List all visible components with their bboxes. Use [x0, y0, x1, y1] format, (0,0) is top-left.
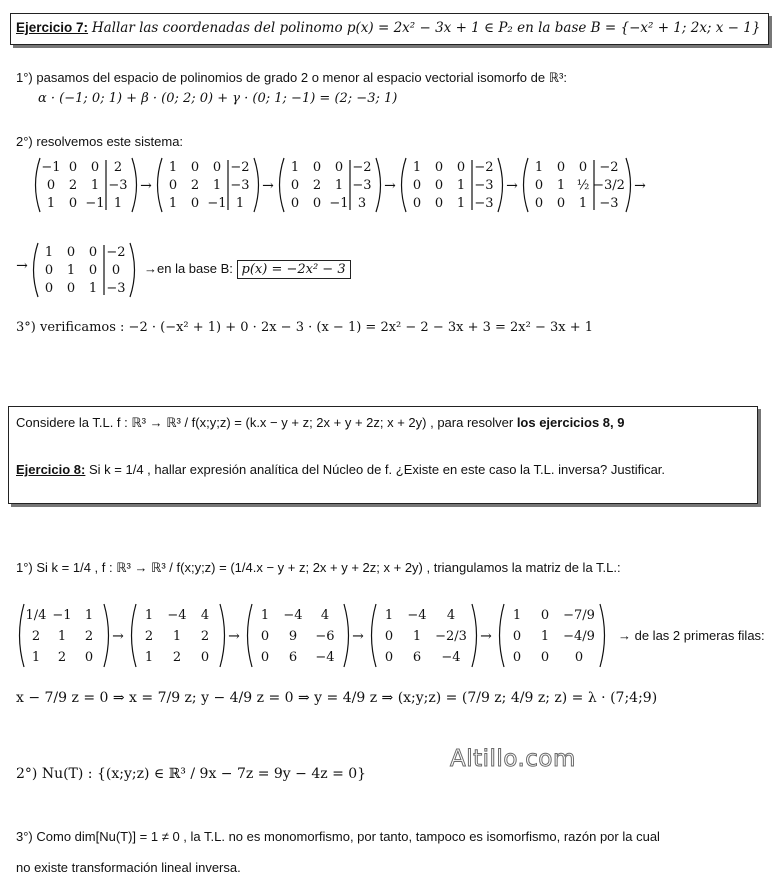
ex8-matrix-3-cell: 1	[260, 608, 270, 624]
ex7-matrix-5-cell: 0	[556, 159, 566, 175]
ex7-matrix-6-cell: 0	[88, 244, 98, 260]
watermark-logo: Altillo.com	[450, 746, 576, 772]
ex8-matrix-4-cell: −4	[407, 608, 427, 624]
ex7-matrix-3-arrow: →	[384, 178, 396, 194]
ex7-matrix-3-left-paren	[280, 158, 285, 212]
ex7-matrix-4-cell: 1	[456, 177, 466, 193]
ex7-lead-arrow: →	[16, 258, 28, 274]
ex7-matrix-1-cell: 1	[90, 177, 100, 193]
ex8-matrix-5-cell: 1	[512, 608, 522, 624]
ex7-matrix-3-cell: −1	[329, 195, 349, 211]
ex8-matrix-5-cell: 0	[540, 650, 550, 666]
ex7-matrix-4-cell: 0	[434, 195, 444, 211]
ex8-matrix-1-cell: 2	[84, 629, 94, 645]
ex8-matrix-2-left-paren	[132, 604, 137, 667]
ex7-matrix-5-left-paren	[524, 158, 529, 212]
base-b-result: p(x) = −2x² − 3	[237, 260, 351, 279]
ex8-matrix-5-right-paren	[600, 604, 605, 667]
ex7-matrix-6-cell: −2	[106, 244, 126, 260]
ex8-matrix-1-right-paren	[104, 604, 109, 667]
ex7-matrix-4-cell: 1	[412, 159, 422, 175]
ex8-matrix-4-cell: 0	[384, 650, 394, 666]
ex8-matrix-1-cell: 2	[57, 650, 67, 666]
ex7-matrix-6-cell: 0	[66, 280, 76, 296]
ex7-matrix-4-cell: −3	[474, 177, 494, 193]
ex8-matrix-3-right-paren	[344, 604, 349, 667]
ex8-matrix-1-cell: 1	[84, 608, 94, 624]
ex7-matrix-1-cell: −1	[85, 195, 105, 211]
ex7-matrix-1-cell: 0	[68, 195, 78, 211]
ex7-matrix-4-arrow: →	[506, 178, 518, 194]
ex8-matrix-2-cell: 4	[200, 608, 210, 624]
base-b-line	[144, 261, 351, 277]
ex7-matrix-1	[36, 158, 137, 212]
ex7-matrix-2	[158, 158, 259, 212]
ex7-matrix-3-cell: 1	[334, 177, 344, 193]
ex7-matrix-3	[280, 158, 381, 212]
sol-1-equation: x − 7/9 z = 0 ⇒ x = 7/9 z; y − 4/9 z = 0 ⇒ y = 4/9 z ⇒ (x;y;z) = (7/9 z; 4/9 z; z) = λ · (7;4;9)	[16, 690, 658, 706]
ex7-matrix-6-cell: 1	[44, 244, 54, 260]
ex8-matrix-5	[500, 604, 605, 667]
ex7-matrix-5-cell: 0	[556, 195, 566, 211]
ex7-matrix-1-cell: 2	[113, 159, 123, 175]
ex8-matrix-4-cell: 1	[384, 608, 394, 624]
ex8-matrix-1-cell: −1	[52, 608, 72, 624]
ex7-matrix-1-cell: 1	[46, 195, 56, 211]
ex8-matrix-1-cell: 1/4	[25, 608, 47, 624]
ex7-matrix-6-cell: 1	[88, 280, 98, 296]
ex7-matrix-6-left-paren	[34, 243, 39, 297]
ex8-matrix-5-left-paren	[500, 604, 505, 667]
ex8-matrix-3-cell: 0	[260, 629, 270, 645]
ex7-matrix-4-cell: −3	[474, 195, 494, 211]
ex7-matrix-5-arrow: →	[634, 178, 646, 194]
ex7-matrix-6-cell: −3	[106, 280, 126, 296]
ex8-matrix-5-cell: −7/9	[563, 608, 595, 624]
ex7-matrix-3-cell: 0	[290, 177, 300, 193]
exercise-8-label: Ejercicio 8:	[16, 462, 86, 477]
ex7-matrix-3-cell: 0	[312, 195, 322, 211]
ex8-matrix-3	[248, 604, 349, 667]
ex8-matrix-2-cell: −4	[167, 608, 187, 624]
ex7-matrix-1-cell: 1	[113, 195, 123, 211]
ex8-matrix-3-cell: 6	[288, 650, 298, 666]
ex7-matrix-5-cell: −2	[599, 159, 619, 175]
exercise-8-line	[16, 462, 665, 477]
ex8-matrix-5-cell: 1	[540, 629, 550, 645]
ex8-matrix-2	[132, 604, 225, 667]
ex7-matrix-4-cell: 1	[456, 195, 466, 211]
ex7-matrix-3-cell: 2	[312, 177, 322, 193]
ex8-matrix-5-cell: 0	[574, 650, 584, 666]
ex7-matrix-5	[524, 158, 631, 212]
ex8-matrix-1-cell: 2	[31, 629, 41, 645]
ex7-matrix-2-cell: 1	[212, 177, 222, 193]
ex8-matrix-3-cell: 9	[288, 629, 298, 645]
ex7-matrix-6-right-paren	[130, 243, 135, 297]
ex8-matrix-4-cell: −4	[441, 650, 461, 666]
ex7-matrix-2-cell: 1	[235, 195, 245, 211]
ex7-matrix-2-right-paren	[254, 158, 259, 212]
ex7-matrix-2-cell: 0	[190, 195, 200, 211]
ex8-matrix-5-cell: 0	[512, 650, 522, 666]
ex7-matrix-5-cell: 1	[578, 195, 588, 211]
ex8-matrix-1	[20, 604, 109, 667]
ex7-matrix-4-cell: −2	[474, 159, 494, 175]
exercise-8-statement: Si k = 1/4 , hallar expresión analítica del Núcleo de f. ¿Existe en este caso la T.L. inversa? Justificar.	[89, 462, 666, 477]
ex7-matrix-5-cell: 1	[534, 159, 544, 175]
ex8-matrix-1-left-paren	[20, 604, 25, 667]
ex7-matrix-6-cell: 0	[44, 280, 54, 296]
ex7-matrix-5-cell: 1	[556, 177, 566, 193]
ex7-matrix-4-cell: 0	[434, 177, 444, 193]
ex7-matrix-3-cell: 0	[290, 195, 300, 211]
ex8-matrix-3-cell: 0	[260, 650, 270, 666]
base-b-text: →en la base B:	[144, 261, 233, 276]
exercise-7-label: Ejercicio 7:	[16, 20, 89, 35]
ex8-matrix-2-cell: 2	[172, 650, 182, 666]
ex7-matrix-5-cell: −3/2	[593, 177, 625, 193]
ex7-matrices	[0, 150, 780, 300]
ex7-matrix-1-cell: 2	[68, 177, 78, 193]
ex8-matrix-2-arrow: →	[228, 628, 240, 645]
ex7-matrix-1-right-paren	[132, 158, 137, 212]
ex8-matrix-1-cell: 1	[31, 650, 41, 666]
ex8-matrix-2-cell: 1	[144, 650, 154, 666]
ex8-matrix-4-cell: −2/3	[435, 629, 467, 645]
ex7-matrix-3-cell: 0	[312, 159, 322, 175]
sol-3-line-2: no existe transformación lineal inversa.	[16, 860, 241, 875]
ex7-matrix-4-cell: 0	[412, 177, 422, 193]
ex7-matrix-1-cell: −1	[41, 159, 61, 175]
ex8-matrix-4-right-paren	[472, 604, 477, 667]
ex7-matrix-3-cell: −3	[352, 177, 372, 193]
ex7-matrix-2-cell: 0	[168, 177, 178, 193]
ex7-matrix-2-cell: 1	[168, 159, 178, 175]
step-1-text: 1°) pasamos del espacio de polinomios de grado 2 o menor al espacio vectorial isomorfo de ℝ³:	[16, 70, 567, 85]
ex8-matrix-4-left-paren	[372, 604, 377, 667]
ex7-matrix-1-cell: 0	[46, 177, 56, 193]
ex7-matrix-4-right-paren	[498, 158, 503, 212]
ex7-matrix-2-cell: −3	[230, 177, 250, 193]
ex7-matrix-2-cell: −2	[230, 159, 250, 175]
ex8-matrix-1-cell: 0	[84, 650, 94, 666]
ex7-matrix-5-cell: 0	[578, 159, 588, 175]
ex8-matrix-3-left-paren	[248, 604, 253, 667]
sol-1-text: 1°) Si k = 1/4 , f : ℝ³ → ℝ³ / f(x;y;z) = (1/4.x − y + z; 2x + y + 2z; x + 2y) , triangulamos la matriz de la T.L.:	[16, 560, 621, 575]
ex7-matrix-2-arrow: →	[262, 178, 274, 194]
ex7-matrix-1-arrow: →	[140, 178, 152, 194]
ex7-matrix-2-cell: 0	[190, 159, 200, 175]
ex7-matrix-2-cell: 2	[190, 177, 200, 193]
ex8-matrix-2-cell: 2	[200, 629, 210, 645]
ex8-matrix-3-arrow: →	[352, 628, 364, 645]
ex7-matrix-1-left-paren	[36, 158, 41, 212]
ex8-matrix-2-cell: 1	[144, 608, 154, 624]
ex7-matrix-6-cell: 0	[88, 262, 98, 278]
ex7-matrix-2-cell: −1	[207, 195, 227, 211]
ex8-matrix-1-cell: 1	[57, 629, 67, 645]
ex8-matrix-4	[372, 604, 477, 667]
ex7-matrix-5-cell: 0	[534, 195, 544, 211]
ex7-matrix-1-cell: 0	[68, 159, 78, 175]
ex7-matrix-2-left-paren	[158, 158, 163, 212]
ex8-matrix-2-right-paren	[220, 604, 225, 667]
ex8-matrix-5-cell: 0	[540, 608, 550, 624]
ex8-matrix-2-cell: 1	[172, 629, 182, 645]
sol-2-kernel: 2°) Nu(T) : {(x;y;z) ∈ ℝ³ / 9x − 7z = 9y − 4z = 0}	[16, 766, 367, 782]
ex7-matrix-5-cell: −3	[599, 195, 619, 211]
ex7-matrix-4	[402, 158, 503, 212]
ex7-matrix-3-cell: 0	[334, 159, 344, 175]
tl-definition	[16, 415, 625, 431]
ex8-matrix-5-cell: −4/9	[563, 629, 595, 645]
ex8-matrix-3-cell: −4	[283, 608, 303, 624]
ex7-matrix-5-right-paren	[626, 158, 631, 212]
ex8-matrix-2-cell: 2	[144, 629, 154, 645]
ex7-matrix-4-cell: 0	[434, 159, 444, 175]
ex7-matrix-5-cell: 0	[534, 177, 544, 193]
ex7-matrix-6-cell: 0	[44, 262, 54, 278]
step-2-text: 2°) resolvemos este sistema:	[16, 134, 184, 149]
ex8-matrix-3-cell: 4	[320, 608, 330, 624]
ex7-matrix-6-cell: 0	[111, 262, 121, 278]
ex7-matrix-2-cell: 1	[168, 195, 178, 211]
exercise-7-header	[16, 20, 760, 36]
ex7-matrix-4-cell: 0	[456, 159, 466, 175]
ex7-matrix-6-cell: 1	[66, 262, 76, 278]
ex8-matrix-4-cell: 0	[384, 629, 394, 645]
tl-line: Considere la T.L. f : ℝ³ → ℝ³ / f(x;y;z) = (k.x − y + z; 2x + y + 2z; x + 2y) , para resolver	[16, 415, 514, 430]
ex7-matrix-3-cell: 3	[357, 195, 367, 211]
ex7-matrix-2-cell: 0	[212, 159, 222, 175]
step-1-equation: α · (−1; 0; 1) + β · (0; 2; 0) + γ · (0; 1; −1) = (2; −3; 1)	[38, 91, 398, 106]
ex7-matrix-5-cell: ½	[576, 177, 590, 193]
ex7-matrix-6	[34, 243, 135, 297]
ex8-matrix-4-cell: 6	[412, 650, 422, 666]
ex7-matrix-6-cell: 0	[66, 244, 76, 260]
ex7-matrix-1-cell: 0	[90, 159, 100, 175]
ex8-matrix-4-cell: 4	[446, 608, 456, 624]
ex8-matrix-3-cell: −4	[315, 650, 335, 666]
sol-3-line-1: 3°) Como dim[Nu(T)] = 1 ≠ 0 , la T.L. no es monomorfismo, por tanto, tampoco es isomorfismo, razón por la cual	[16, 829, 660, 844]
ex7-matrix-4-cell: 0	[412, 195, 422, 211]
ex7-matrix-3-right-paren	[376, 158, 381, 212]
ex8-matrix-5-cell: 0	[512, 629, 522, 645]
exercise-7-statement: Hallar las coordenadas del polinomo p(x) = 2x² − 3x + 1 ∈ P₂ en la base B = {−x² + 1; 2x; x − 1}	[91, 20, 761, 36]
step-3-verification: 3°) verificamos : −2 · (−x² + 1) + 0 · 2x − 3 · (x − 1) = 2x² − 2 − 3x + 3 = 2x² − 3x + 1	[16, 320, 594, 335]
ex8-matrix-3-cell: −6	[315, 629, 335, 645]
ex7-matrix-3-cell: −2	[352, 159, 372, 175]
ex7-matrix-4-left-paren	[402, 158, 407, 212]
ex7-matrix-1-cell: −3	[108, 177, 128, 193]
tl-bold: los ejercicios 8, 9	[516, 415, 625, 430]
ex8-matrix-1-arrow: →	[112, 628, 124, 645]
sol-1-tail: → de las 2 primeras filas:	[618, 628, 765, 643]
ex7-matrix-3-cell: 1	[290, 159, 300, 175]
ex8-matrix-4-cell: 1	[412, 629, 422, 645]
ex8-matrix-2-cell: 0	[200, 650, 210, 666]
ex8-matrix-4-arrow: →	[480, 628, 492, 645]
